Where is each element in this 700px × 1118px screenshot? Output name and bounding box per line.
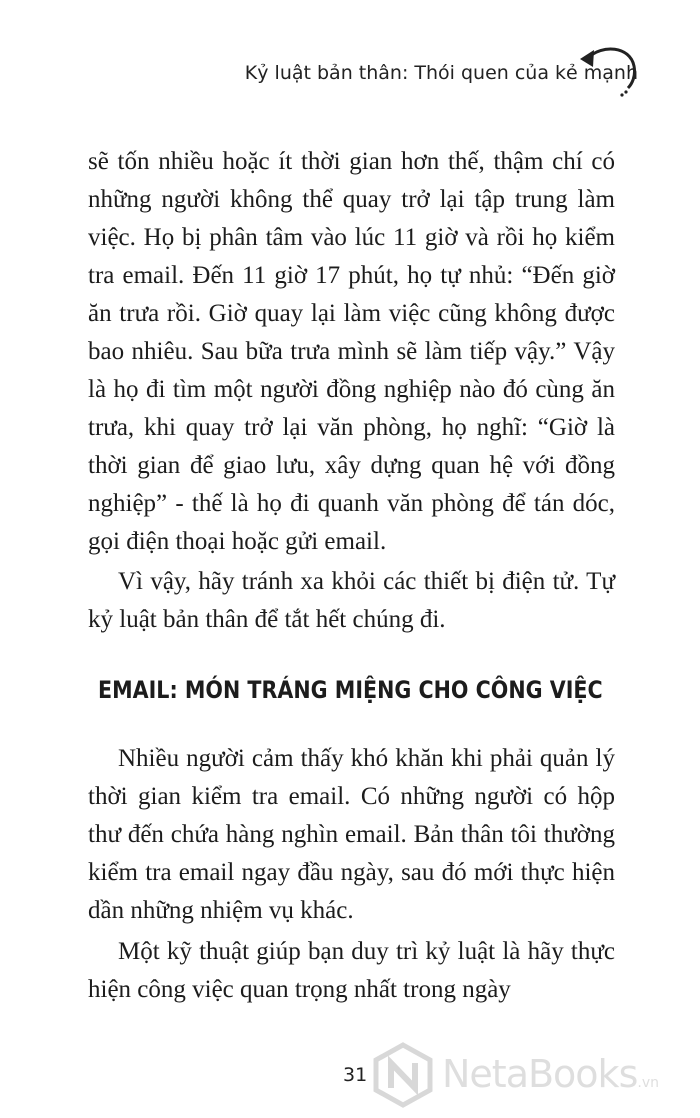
watermark — [372, 1040, 692, 1110]
paragraph-technique — [88, 933, 615, 1009]
paragraph-email — [88, 740, 615, 930]
page-number: 31 — [343, 1064, 368, 1086]
section-heading: EMAIL: MÓN TRÁNG MIỆNG CHO CÔNG VIỆC — [98, 676, 603, 704]
watermark-text — [442, 1052, 659, 1096]
netabooks-logo-icon — [372, 1042, 434, 1108]
paragraph-text: Một kỹ thuật giúp bạn duy trì kỷ luật là hãy thực hiện công việc quan trọng nhất trong ngày — [88, 938, 615, 1003]
watermark-brand: NetaBooks — [442, 1052, 638, 1096]
watermark-suffix: .vn — [637, 1075, 659, 1091]
running-header: Kỷ luật bản thân: Thói quen của kẻ mạnh — [244, 62, 638, 84]
paragraph-text: Nhiều người cảm thấy khó khăn khi phải quản lý thời gian kiểm tra email. Có những người có hộp thư đến chứa hàng nghìn email. Bản thân tôi thường kiểm tra email ngay đầu ngày, sau đó mới thực hiện dần những nhiệm vụ khác. — [88, 745, 615, 924]
paragraph-continuation — [88, 143, 615, 561]
paragraph-electronics — [88, 563, 615, 639]
paragraph-text: sẽ tốn nhiều hoặc ít thời gian hơn thế, thậm chí có những người không thể quay trở lại tập trung làm việc. Họ bị phân tâm vào lúc 11 giờ và rồi họ kiểm tra email. Đến 11 giờ 17 phút, họ tự nhủ: “Đến giờ ăn trưa rồi. Giờ quay lại làm việc cũng không được bao nhiêu. Sau bữa trưa mình sẽ làm tiếp vậy.” Vậy là họ đi tìm một người đồng nghiệp nào đó cùng ăn trưa, khi quay trở lại văn phòng, họ nghĩ: “Giờ là thời gian để giao lưu, xây dựng quan hệ với đồng nghiệp” - thế là họ đi quanh văn phòng để tán dóc, gọi điện thoại hoặc gửi email. — [88, 148, 615, 555]
paragraph-text: Vì vậy, hãy tránh xa khỏi các thiết bị điện tử. Tự kỷ luật bản thân để tắt hết chúng đi. — [88, 568, 615, 633]
